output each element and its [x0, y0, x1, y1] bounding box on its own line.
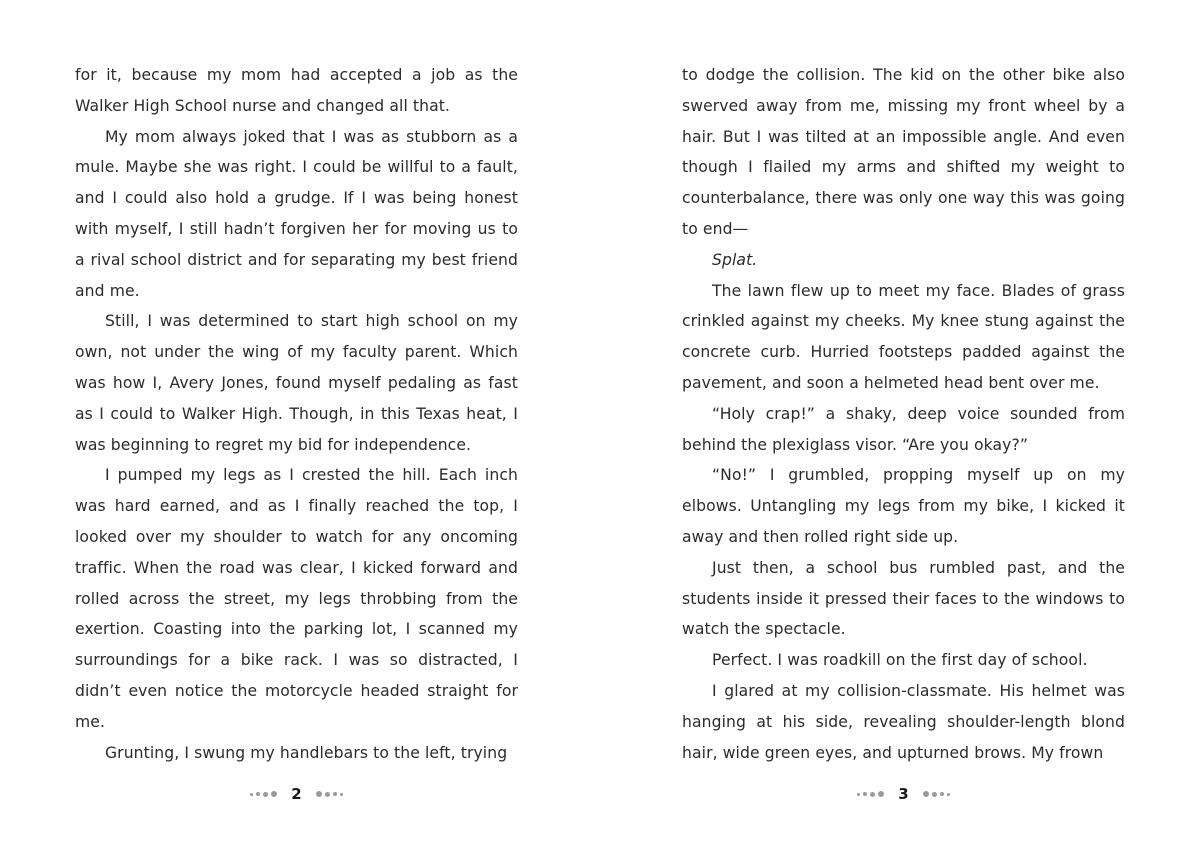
left-page-text — [75, 60, 518, 768]
paragraph: My mom always joked that I was as stubborn as a mule. Maybe she was right. I could be willful to a fault, and I could also hold a grudge. If I was being honest with myself, I still hadn’t forgiven her for moving us to a rival school district and for separating my best friend and me. — [75, 127, 518, 300]
paragraph: Just then, a school bus rumbled past, and the students inside it pressed their faces to the windows to watch the spectacle. — [682, 558, 1125, 639]
paragraph: Still, I was determined to start high school on my own, not under the wing of my faculty parent. Which was how I, Avery Jones, found myself pedaling as fast as I could to Walker High. Though, in this Texas heat, I was beginning to regret my bid for independence. — [75, 312, 518, 454]
paragraph: for it, because my mom had accepted a job as the Walker High School nurse and changed all that. — [75, 66, 518, 115]
paragraph: The lawn flew up to meet my face. Blades of grass crinkled against my cheeks. My knee stung against the concrete curb. Hurried footsteps padded against the pavement, and soon a helmeted head bent over me. — [682, 281, 1125, 392]
folio-ornament-right — [316, 791, 343, 797]
paragraph: “Holy crap!” a shaky, deep voice sounded from behind the plexiglass visor. “Are you okay?” — [682, 404, 1125, 454]
left-page-footer — [75, 785, 518, 803]
paragraph-italic — [682, 245, 1125, 276]
paragraph: Grunting, I swung my handlebars to the left, trying — [105, 743, 508, 762]
right-page-text — [682, 60, 1125, 768]
paragraph: Perfect. I was roadkill on the first day of school. — [712, 651, 1088, 670]
right-page-footer — [682, 785, 1125, 803]
folio-ornament-right — [923, 791, 950, 797]
folio-ornament-left — [857, 791, 884, 797]
paragraph: to dodge the collision. The kid on the other bike also swerved away from me, missing my front wheel by a hair. But I was tilted at an impossible angle. And even though I flailed my arms and shifted my weight to counterbalance, there was only one way this was going to end— — [682, 66, 1125, 238]
folio-ornament-left — [250, 791, 277, 797]
page-number: 3 — [898, 785, 909, 803]
right-page — [682, 60, 1125, 768]
paragraph: I pumped my legs as I crested the hill. Each inch was hard earned, and as I finally reached the top, I looked over my shoulder to watch for any oncoming traffic. When the road was clear, I kicked forward and rolled across the street, my legs throbbing from the exertion. Coasting into the parking lot, I scanned my surroundings for a bike rack. I was so distracted, I didn’t even notice the motorcycle headed straight for me. — [75, 466, 518, 731]
left-page — [75, 60, 518, 768]
paragraph: “No!” I grumbled, propping myself up on my elbows. Untangling my legs from my bike, I kicked it away and then rolled right side up. — [682, 466, 1125, 546]
italic-text: Splat. — [712, 250, 758, 269]
page-number: 2 — [291, 785, 302, 803]
paragraph: I glared at my collision-classmate. His helmet was hanging at his side, revealing shoulder-length blond hair, wide green eyes, and upturned brows. My frown — [682, 681, 1125, 762]
